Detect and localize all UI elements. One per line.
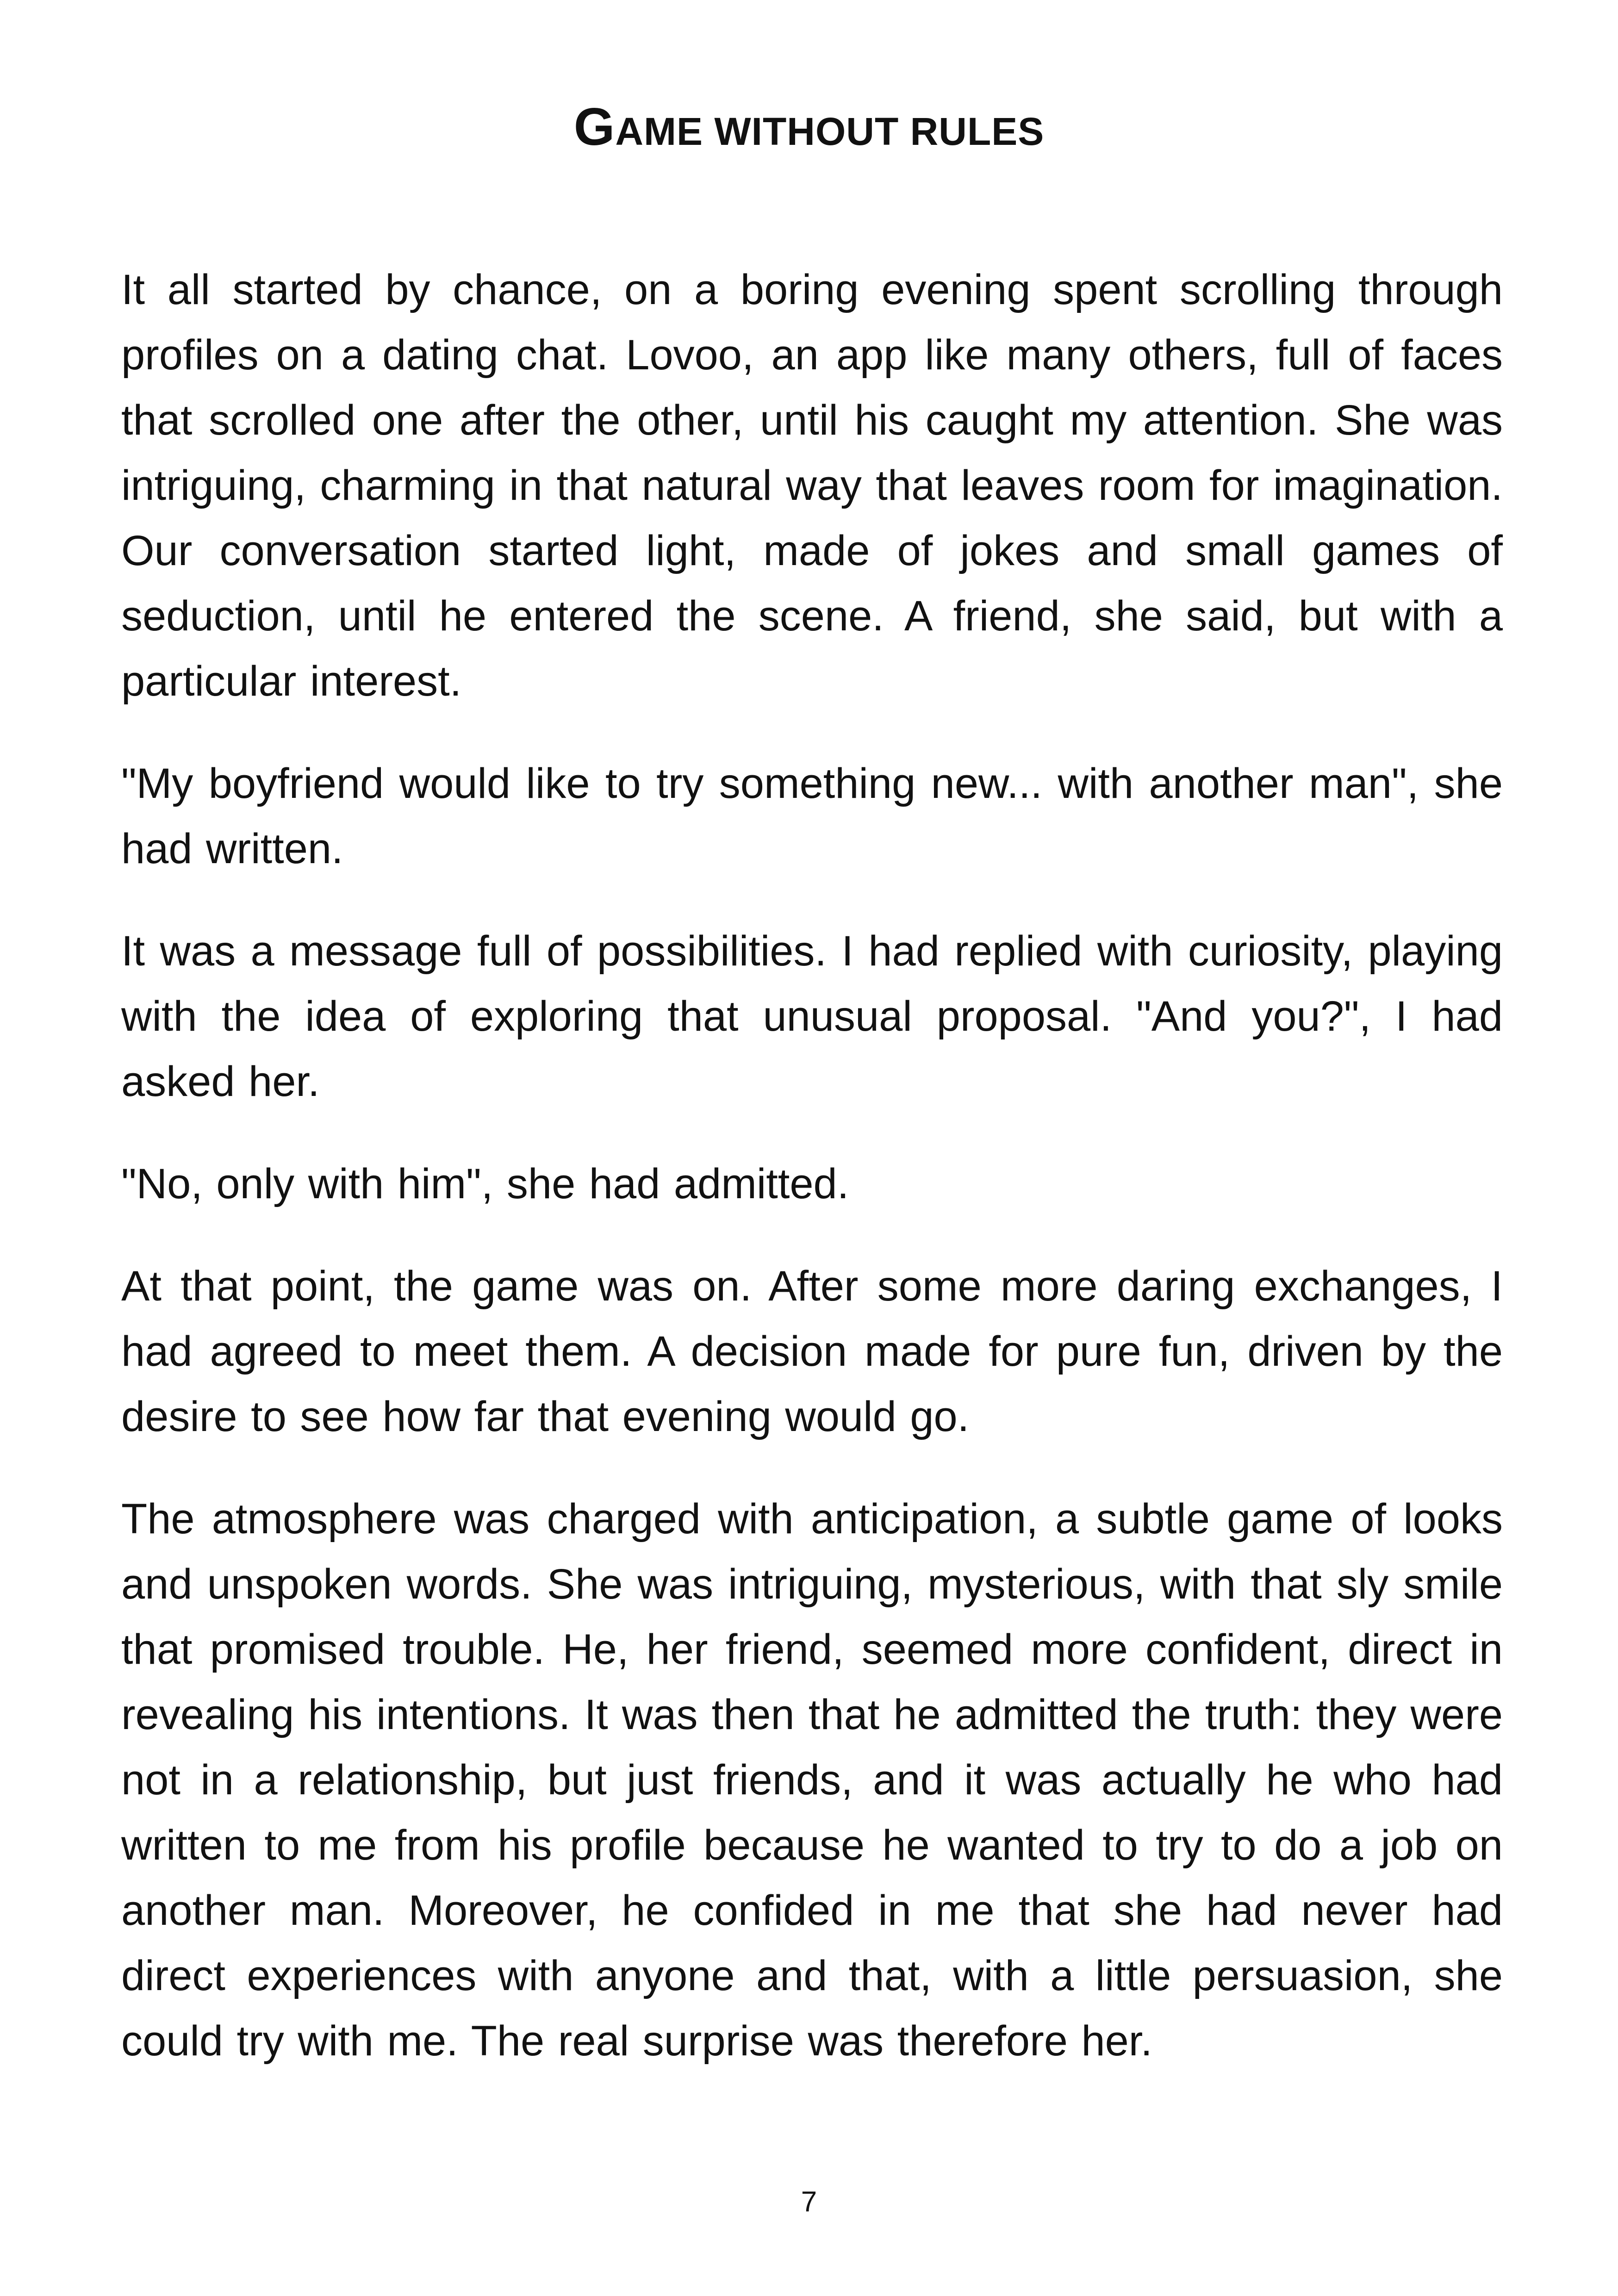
paragraph: The atmosphere was charged with anticipation, a subtle game of looks and unspoken words. She was intriguing, mysterious, with that sly smile that promised trouble. He, her friend, seemed more confident, direct in revealing his intentions. It was then that he admitted the truth: they were not in a relationship, but just friends, and it was actually he who had written to me from his profile because he wanted to try to do a job on another man. Moreover, he confided in me that she had never had direct experiences with anyone and that, with a little persuasion, she could try with me. The real surprise was therefore her.: [121, 1495, 1503, 2065]
paragraph: "No, only with him", she had admitted.: [121, 1160, 849, 1207]
chapter-title-rest: AME WITHOUT RULES: [615, 110, 1045, 153]
paragraph: It all started by chance, on a boring evening spent scrolling through profiles on a dating chat. Lovoo, an app like many others, full of faces that scrolled one after the other, until his caught my attention. She was intriguing, charming in that natural way that leaves room for imagination. Our conversation started light, made of jokes and small games of seduction, until he entered the scene. A friend, she said, but with a particular interest.: [121, 266, 1503, 705]
paragraph: It was a message full of possibilities. I had replied with curiosity, playing with the idea of exploring that unusual proposal. "And you?", I had asked her.: [121, 927, 1503, 1105]
chapter-body: [121, 257, 1503, 2111]
chapter-title-initial: G: [573, 98, 616, 156]
page-number: 7: [801, 2186, 817, 2218]
paragraph: "My boyfriend would like to try something new... with another man", she had written.: [121, 760, 1503, 872]
chapter-title: [0, 100, 1618, 159]
paragraph: At that point, the game was on. After some more daring exchanges, I had agreed to meet them. A decision made for pure fun, driven by the desire to see how far that evening would go.: [121, 1263, 1503, 1440]
